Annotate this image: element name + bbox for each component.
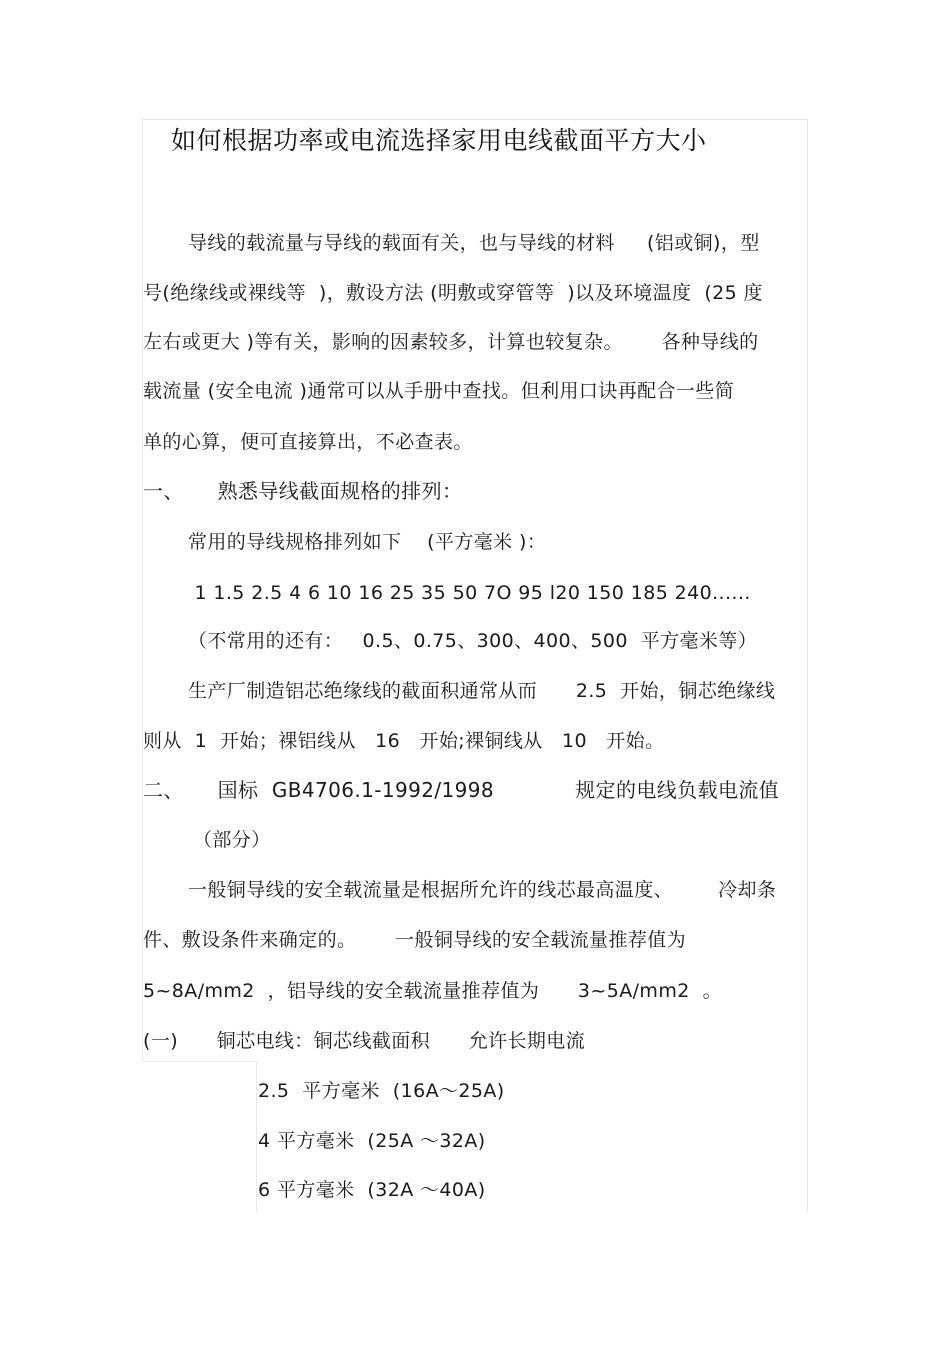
section-1-line-2: 1 1.5 2.5 4 6 10 16 25 35 50 7O 95 l20 150 185 240...... <box>188 582 751 604</box>
section-2-line-2: 件、敷设条件来确定的。 一般铜导线的安全载流量推荐值为 <box>143 929 687 951</box>
copper-row: 4 平方毫米 (25A ～32A) <box>258 1130 486 1152</box>
copper-row: 2.5 平方毫米 (16A～25A) <box>258 1080 505 1102</box>
intro-line-5: 单的心算，便可直接算出，不必查表。 <box>143 431 473 453</box>
intro-line-3: 左右或更大 )等有关，影响的因素较多，计算也较复杂。 各种导线的 <box>143 331 759 353</box>
table-border-top <box>142 1061 257 1062</box>
section-2-heading: 二、 国标 GB4706.1-1992/1998 规定的电线负载电流值 <box>143 778 780 802</box>
copper-row: 6 平方毫米 (32A ～40A) <box>258 1179 486 1201</box>
table-border-left <box>256 1061 257 1212</box>
section-2-line-1: 一般铜导线的安全载流量是根据所允许的线芯最高温度、 冷却条 <box>188 879 777 901</box>
section-1-line-5: 则从 1 开始；裸铝线从 16 开始;裸铜线从 10 开始。 <box>143 730 665 752</box>
document-title: 如何根据功率或电流选择家用电线截面平方大小 <box>171 126 707 155</box>
frame-left-border <box>142 119 143 1061</box>
intro-line-2: 号(绝缘线或裸线等 )，敷设方法 (明敷或穿管等 )以及环境温度 (25 度 <box>143 282 763 304</box>
section-2-line-3: 5~8A/mm2 ，铝导线的安全载流量推荐值为 3~5A/mm2 。 <box>143 980 722 1002</box>
section-2-subheading: （部分） <box>193 829 271 851</box>
copper-heading: (一) 铜芯电线：铜芯线截面积 允许长期电流 <box>143 1030 586 1052</box>
section-1-line-1: 常用的导线规格排列如下 (平方毫米 )： <box>188 531 547 553</box>
intro-line-1: 导线的载流量与导线的载面有关，也与导线的材料 (铝或铜)，型 <box>188 232 760 254</box>
intro-line-4: 载流量 (安全电流 )通常可以从手册中查找。但利用口诀再配合一些简 <box>143 380 735 402</box>
section-1-line-3: （不常用的还有： 0.5、0.75、300、400、500 平方毫米等） <box>188 630 758 652</box>
section-1-heading: 一、 熟悉导线截面规格的排列： <box>143 479 463 503</box>
section-1-line-4: 生产厂制造铝芯绝缘线的截面积通常从而 2.5 开始，铜芯绝缘线 <box>188 680 776 702</box>
